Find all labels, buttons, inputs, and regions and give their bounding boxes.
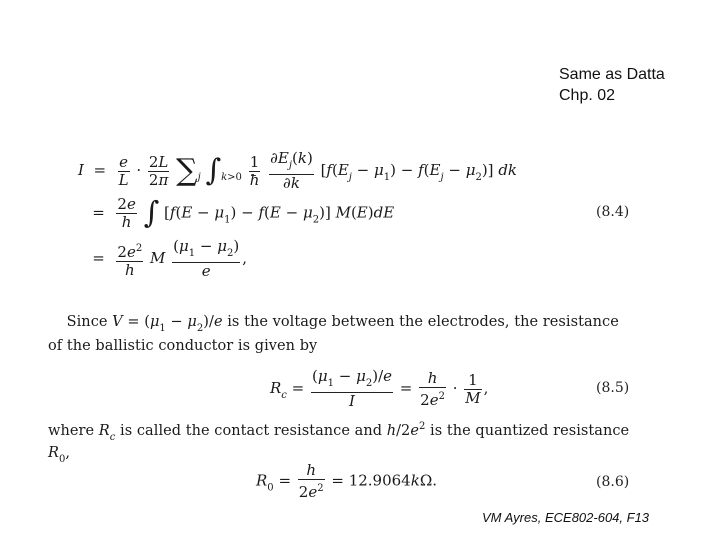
paragraph-voltage-line-1: Since $V = (\mu_1 - \mu_2)/e$ is the voltage between the electrodes, the resistance [48, 314, 619, 334]
equation-8-4-line-2: = $\frac{2e}{h}$ ∫ $[f(E - \mu_1) - f(E - \mu_2)]$ M(E)dE [78, 195, 395, 231]
slide-footer: VM Ayres, ECE802-604, F13 [482, 510, 650, 525]
equation-8-4-line-1: I = $\frac{e}{L}$ · $\frac{2L}{2\pi}$ $\sum_j$ $\int_{k>0}$ $\frac{1}{ħ}$ $\frac{\partial E_j(k)}{\partial k}$ $[f(E_j - \mu_1) - f(E_j - \mu_2)]$ dk [78, 149, 518, 192]
slide-note [559, 64, 665, 106]
equation-8-6: $R_0$ = $\frac{h}{2e^2}$ = 12.9064kΩ. [256, 461, 438, 501]
equation-8-5-number: (8.5) [596, 380, 630, 396]
equation-8-6-number: (8.6) [596, 474, 630, 490]
equation-8-4-line-3: = $\frac{2e^2}{h}$ M $\frac{(\mu_1 - \mu_2)}{e}$ , [78, 237, 248, 280]
note-line-2: Chp. 02 [559, 87, 616, 104]
equation-8-4-number: (8.4) [596, 204, 630, 220]
paragraph-contact-line-2: $R_0$, [48, 445, 71, 465]
note-line-1: Same as Datta [559, 66, 665, 83]
equation-8-5: $R_c$ = $\frac{(\mu_1 - \mu_2)/e}{I}$ = $\frac{h}{2e^2}$ · $\frac{1}{M}$ , [270, 367, 489, 410]
paragraph-contact-line-1: where $R_c$ is called the contact resistance and $h/2e^2$ is the quantized resistance [48, 421, 630, 443]
paragraph-voltage-line-2: of the ballistic conductor is given by [48, 338, 318, 354]
